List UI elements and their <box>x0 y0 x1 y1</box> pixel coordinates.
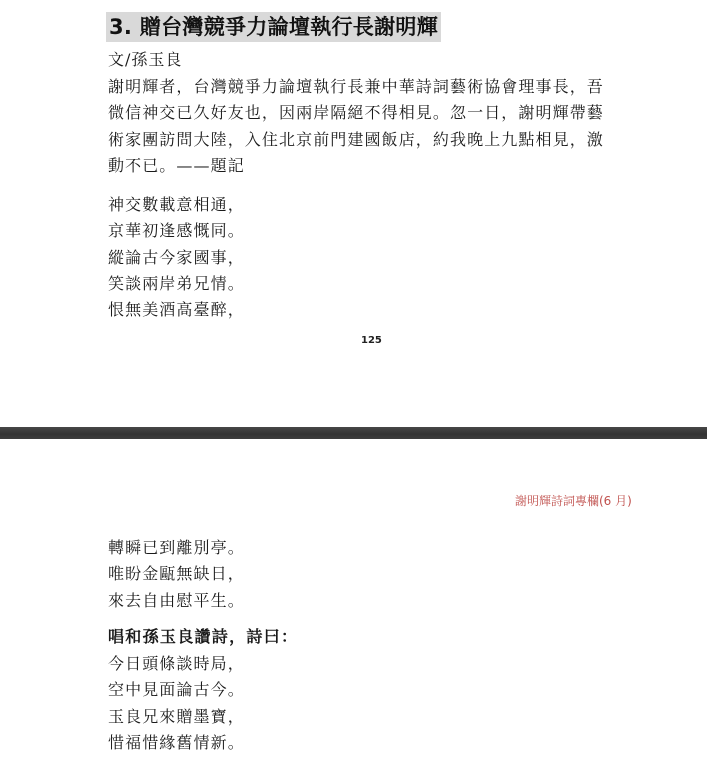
poem-stanza <box>108 192 245 323</box>
poem-stanza-continued <box>108 535 245 614</box>
poem-line: 縱論古今家國事， <box>108 247 245 267</box>
running-header: 謝明輝詩詞專欄(6 月) <box>515 494 632 508</box>
poem-line: 玉良兄來贈墨寶， <box>108 706 245 726</box>
poem-line: 恨無美酒高臺醉， <box>108 300 245 320</box>
article-title: 3. 贈台灣競爭力論壇執行長謝明輝 <box>106 12 441 42</box>
poem-line: 空中見面論古今。 <box>108 680 245 700</box>
poem-line: 神交數載意相通， <box>108 195 245 214</box>
poem-line: 今日頭條談時局， <box>108 654 245 673</box>
poem-line: 笑談兩岸弟兄情。 <box>108 273 245 293</box>
reply-poem-stanza <box>108 651 245 756</box>
page-separator <box>0 427 707 439</box>
document-page-next <box>0 439 707 757</box>
poem-line: 來去自由慰平生。 <box>108 590 245 610</box>
poem-line: 惜福惜緣舊情新。 <box>108 732 245 752</box>
intro-line: 動不已。——題記 <box>108 155 245 175</box>
intro-line: 微信神交已久好友也，因兩岸隔絕不得相見。忽一日，謝明輝帶藝 <box>108 103 604 123</box>
page-number: 125 <box>361 335 382 346</box>
reply-poem-heading: 唱和孫玉良讚詩，詩曰： <box>108 627 299 646</box>
intro-line: 術家團訪問大陸，入住北京前門建國飯店，約我晚上九點相見，激 <box>108 129 604 149</box>
poem-line: 唯盼金甌無缺日， <box>108 564 245 584</box>
author-byline: 文/孫玉良 <box>108 50 183 69</box>
poem-line: 京華初逢感慨同。 <box>108 221 245 241</box>
poem-line: 轉瞬已到離別亭。 <box>108 538 245 557</box>
intro-line: 謝明輝者，台灣競爭力論壇執行長兼中華詩詞藝術協會理事長，吾 <box>108 77 604 96</box>
intro-paragraph <box>108 74 604 179</box>
